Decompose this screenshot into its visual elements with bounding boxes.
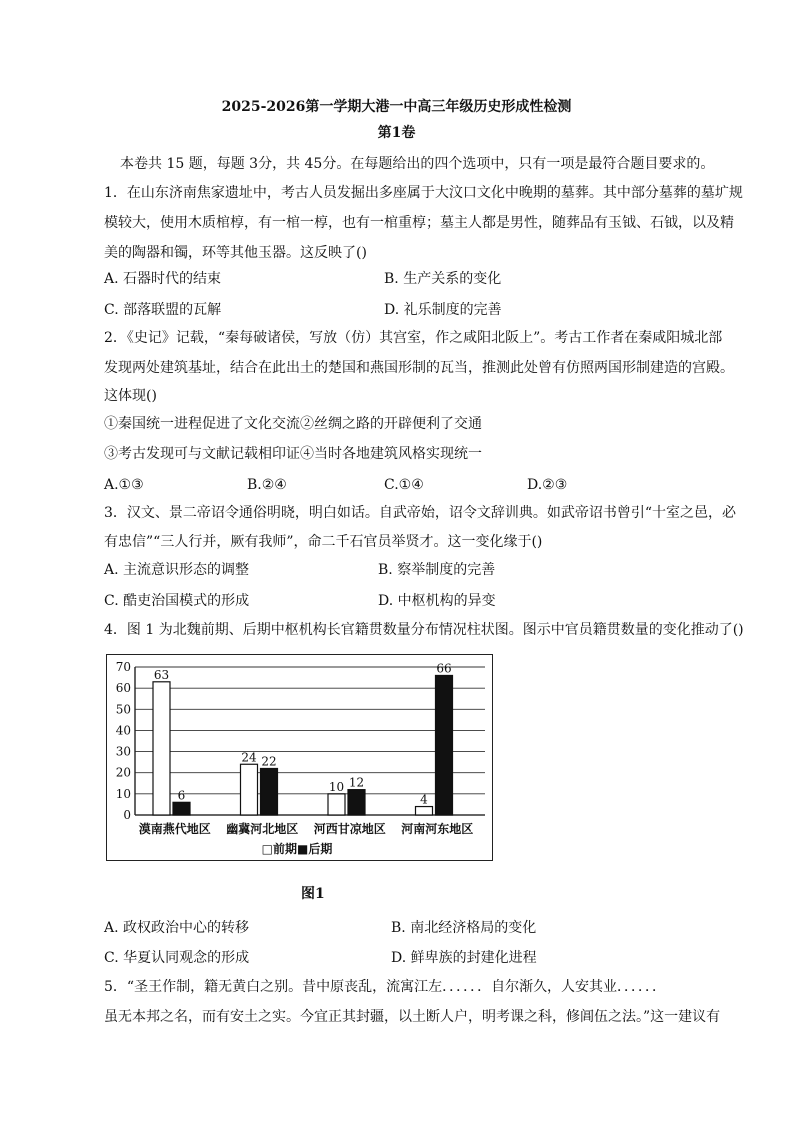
category-label: 幽冀河北地区: [226, 822, 299, 836]
q5-line-2: 虽无本邦之名，而有安土之实。今宜正其封疆，以土断人户，明考课之科，修阊伍之法。”这一建议有: [104, 1009, 721, 1025]
q4-option-b[interactable]: B. 南北经济格局的变化: [391, 920, 537, 936]
category-label: 河西甘凉地区: [313, 822, 386, 836]
q2-option-c[interactable]: C.①④: [384, 477, 424, 493]
data-label: 66: [436, 661, 452, 676]
data-label: 6: [177, 788, 186, 803]
q1-option-c[interactable]: C. 部落联盟的瓦解: [104, 302, 222, 318]
chart-legend: □前期■后期: [261, 842, 333, 856]
q1-line-3: 美的陶器和镯，环等其他玉器。这反映了(): [104, 245, 367, 261]
q2-statement-2: ③考古发现可与文献记载相印证④当时各地建筑风格实现统一: [104, 446, 482, 462]
y-tick-label: 60: [115, 681, 131, 696]
q3-option-c[interactable]: C. 酷吏治国模式的形成: [104, 593, 250, 609]
q3-option-a[interactable]: A. 主流意识形态的调整: [104, 562, 250, 578]
y-tick-label: 70: [115, 660, 131, 674]
q1-option-d[interactable]: D. 礼乐制度的完善: [384, 302, 502, 318]
q4-option-d[interactable]: D. 鲜卑族的封建化进程: [391, 950, 537, 966]
bar-early: [328, 794, 345, 815]
y-tick-label: 40: [115, 723, 131, 738]
q1-line-1: 1．在山东济南焦家遗址中，考古人员发掘出多座属于大汶口文化中晚期的墓葬。其中部分墓葬的墓圹规: [104, 185, 743, 201]
q1-option-a[interactable]: A. 石器时代的结束: [104, 271, 222, 287]
q3-option-b[interactable]: B. 察举制度的完善: [378, 562, 496, 578]
q4-option-c[interactable]: C. 华夏认同观念的形成: [104, 950, 250, 966]
y-tick-label: 0: [123, 808, 131, 822]
data-label: 10: [328, 779, 345, 794]
volume-label: 第1卷: [377, 125, 416, 141]
data-label: 12: [348, 775, 365, 790]
intro-text: 本卷共 15 题，每题 3分，共 45分。在每题给出的四个选项中，只有一项是最符合题目要求的。: [120, 156, 715, 172]
data-label: 22: [261, 754, 277, 769]
category-label: 漠南燕代地区: [138, 822, 211, 836]
bar-late: [261, 768, 278, 815]
figure-caption: 图1: [301, 886, 325, 902]
y-tick-label: 50: [115, 702, 131, 717]
bar-late: [436, 675, 453, 815]
bar-early: [241, 764, 258, 815]
data-label: 63: [153, 667, 170, 682]
q2-option-b[interactable]: B.②④: [247, 477, 287, 493]
q2-option-d[interactable]: D.②③: [527, 477, 568, 493]
q3-line-1: 3．汉文、景二帝诏令通俗明晓，明白如话。自武帝始，诏令文辞训典。如武帝诏书曾引“十室之邑，必: [104, 505, 737, 521]
q1-option-b[interactable]: B. 生产关系的变化: [384, 271, 502, 287]
q5-line-1: 5．“圣王作制，籍无黄白之别。昔中原丧乱，流寓江左．．．．．．自尔渐久，人安其业．．．．．．: [104, 979, 667, 995]
bar-chart-frame: [106, 654, 493, 861]
q2-line-2: 发现两处建筑基址，结合在此出土的楚国和燕国形制的瓦当，推测此处曾有仿照两国形制建造的宫殿。: [104, 360, 734, 376]
q2-line-3: 这体现(): [104, 388, 157, 404]
exam-title: 2025-2026第一学期大港一中高三年级历史形成性检测: [221, 99, 572, 115]
y-tick-label: 10: [115, 786, 131, 801]
data-label: 4: [420, 792, 428, 807]
q2-line-1: 2．《史记》记载，“秦每破诸侯，写放（仿）其宫室，作之咸阳北阪上”。考古工作者在秦咸阳城北部: [104, 330, 723, 346]
bar-early: [153, 682, 170, 815]
q3-line-2: 有忠信”“三人行并，厥有我师”，命二千石官员举贤才。这一变化缘于(): [104, 534, 543, 550]
q4-option-a[interactable]: A. 政权政治中心的转移: [104, 920, 250, 936]
q4-line-1: 4．图 1 为北魏前期、后期中枢机构长官籍贯数量分布情况柱状图。图示中官员籍贯数量的变化推动了(): [104, 622, 744, 638]
bar-late: [348, 790, 365, 815]
bar-early: [416, 807, 433, 815]
y-tick-label: 20: [115, 765, 131, 780]
q1-line-2: 模较大，使用木质棺椁，有一棺一椁，也有一棺重椁；墓主人都是男性，随葬品有玉钺、石钺，以及精: [104, 215, 734, 231]
q3-option-d[interactable]: D. 中枢机构的异变: [378, 593, 496, 609]
y-tick-label: 30: [115, 744, 131, 759]
category-label: 河南河东地区: [401, 822, 474, 836]
bar-chart: [107, 655, 492, 860]
q2-option-a[interactable]: A.①③: [104, 477, 144, 493]
q2-statement-1: ①秦国统一进程促进了文化交流②丝绸之路的开辟便利了交通: [104, 416, 482, 432]
data-label: 24: [241, 750, 257, 765]
bar-late: [173, 802, 190, 815]
